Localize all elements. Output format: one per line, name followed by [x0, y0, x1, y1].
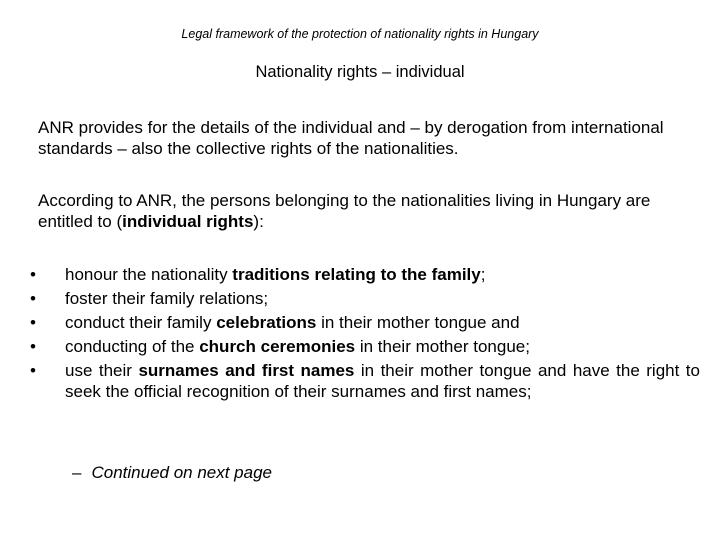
list-item: [30, 360, 700, 402]
list-item-bold: traditions relating to the family: [232, 265, 481, 284]
list-item-text-end: in their mother tongue;: [355, 337, 530, 356]
continued-note-text: Continued on next page: [91, 463, 273, 482]
entitlement-paragraph: [38, 190, 683, 232]
slide-title: Nationality rights – individual: [255, 63, 465, 81]
list-item-bold: surnames and first names: [138, 361, 355, 380]
list-item-text: use their: [65, 361, 139, 380]
list-item-text: conducting of the: [65, 337, 200, 356]
list-item: [30, 312, 700, 333]
list-item: [30, 336, 700, 357]
entitlement-text: According to ANR, the persons belonging to the nationalities living in Hungary are entitled to (: [38, 191, 651, 231]
list-item-bold: church ceremonies: [199, 337, 356, 356]
list-item-text-end: in their mother tongue and have the right to seek the official recognition of their surnames and first names;: [65, 361, 700, 401]
list-item-text: honour the nationality: [65, 265, 233, 284]
bullet-icon: •: [30, 265, 36, 284]
bullet-icon: •: [30, 361, 36, 380]
entitlement-bold: individual rights: [122, 212, 254, 231]
bullet-icon: •: [30, 313, 36, 332]
bullet-icon: •: [30, 337, 36, 356]
list-item-text-end: ;: [480, 265, 486, 284]
entitlement-text-end: ):: [253, 212, 264, 231]
list-item-text: foster their family relations;: [65, 289, 269, 308]
list-item: [30, 264, 700, 285]
dash-marker: –: [72, 463, 82, 482]
rights-list: [30, 264, 700, 405]
intro-paragraph: ANR provides for the details of the individual and – by derogation from international standards – also the collective rights of the nationalities.: [38, 118, 664, 158]
list-item-text-end: in their mother tongue and: [316, 313, 520, 332]
list-item-text: conduct their family: [65, 313, 217, 332]
slide-header: Legal framework of the protection of nationality rights in Hungary: [181, 27, 539, 41]
bullet-icon: •: [30, 289, 36, 308]
continued-note: [72, 463, 272, 483]
list-item-bold: celebrations: [216, 313, 317, 332]
list-item: [30, 288, 700, 309]
